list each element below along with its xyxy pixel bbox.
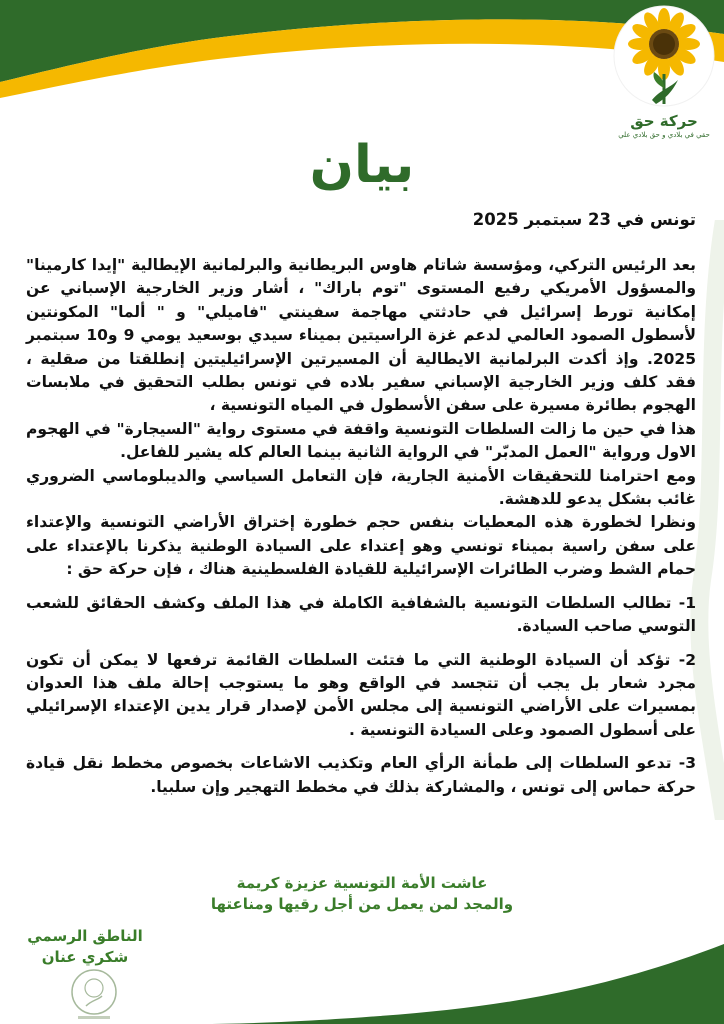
paragraph: هذا في حين ما زالت السلطات التونسية واقفة في مستوى رواية "السيجارة" في الهجوم الاول ورواية "العمل المدبّر" في الرواية الثانية بينما العالم كله يشير للفاعل.	[26, 419, 696, 462]
statement-body	[26, 254, 696, 799]
sunflower-icon	[612, 4, 716, 112]
signature-block	[20, 926, 150, 968]
demand-item: 2- تؤكد أن السيادة الوطنية التي ما فتئت السلطات القائمة ترفعها لا يمكن أن تكون مجرد شعار بل يجب أن تتجسد في الواقع وهو ما يستوجب إحالة ملف هذا العدوان بمسيرات على الأراضي التونسية إلى مجلس الأمن لإصدار قرار يدين الإعتداء الإسرائيلي على أسطول الصمود وعلى السيادة التونسية .	[26, 650, 696, 739]
signature-role: الناطق الرسمي	[27, 927, 143, 945]
paragraph: ومع احترامنا للتحقيقات الأمنية الجارية، فإن التعامل السياسي والديبلوماسي الضروري غائب بشكل يدعو للدهشة.	[26, 466, 696, 509]
closing-line-1: عاشت الأمة التونسية عزيزة كريمة	[236, 874, 488, 892]
closing-line-2: والمجد لمن يعمل من أجل رقيها ومناعتها	[210, 895, 514, 913]
org-logo	[612, 4, 716, 142]
page-title: بيان	[309, 135, 415, 195]
closing-slogan	[0, 873, 724, 915]
paragraph: ونظرا لخطورة هذه المعطيات بنفس حجم خطورة إختراق الأراضي التونسية والإعتداء على سفن راسية بميناء تونسي وهو إعتداء على السيادة الوطنية يذكرنا بالإعتداء على حمام الشط وضرب الطائرات الإسرائيلية للقيادة الفلسطينية هناك ، فإن حركة حق :	[26, 513, 696, 579]
org-tagline: حقي في بلادي و حق بلادي علي	[618, 131, 710, 139]
paragraph: بعد الرئيس التركي، ومؤسسة شاتام هاوس البريطانية والبرلمانية الإيطالية "إيدا كارمينا" والمسؤول الأمريكي رفيع المستوى "توم باراك" ، أشار وزير الخارجية الإسباني عن إمكانية تورط إسرائيل في حادثتي مهاجمة سفينتي "فاميلي" و " ألما" المكونتين لأسطول الصمود العالمي لدعم غزة الراسيتين بميناء سيدي بوسعيد يومي 9 و10 سبتمبر 2025. وإذ أكدت البرلمانية الايطالية أن المسيرتين الإسرائيليتين إنطلقتا من صقلية ، فقد كلف وزير الخارجية الإسباني سفير بلاده في تونس بطلب التحقيق في ملابسات الهجوم بطائرة مسيرة على سفن الأسطول في المياه التونسية ،	[26, 256, 697, 415]
date-line: تونس في 23 سبتمبر 2025	[472, 210, 696, 229]
org-name: حركة حق	[630, 112, 698, 130]
demand-item: 1- تطالب السلطات التونسية بالشفافية الكاملة في هذا الملف وكشف الحقائق للشعب التوسي صاحب السيادة.	[26, 593, 696, 636]
signature-name: شكري عنان	[41, 948, 129, 966]
demand-item: 3- تدعو السلطات إلى طمأنة الرأي العام وتكذيب الاشاعات بخصوص مخطط نقل قيادة حركة حماس إلى تونس ، والمشاركة بذلك في مخطط التهجير وإن سلبيا.	[26, 754, 696, 796]
stamp-logo	[54, 966, 134, 1024]
